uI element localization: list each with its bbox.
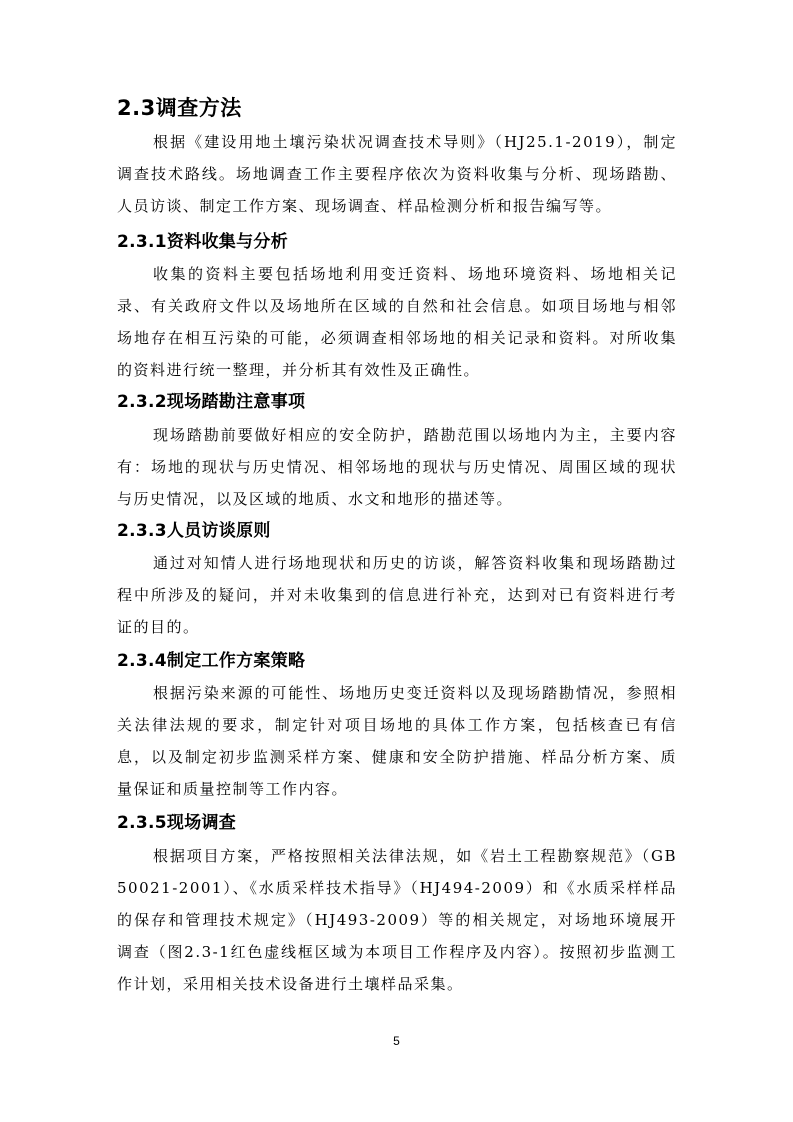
subsection-heading-2-3-2: 2.3.2现场踏勘注意事项 <box>117 392 306 412</box>
subsection-body-2-3-4: 根据污染来源的可能性、场地历史变迁资料以及现场踏勘情况，参照相关法律法规的要求，制定针对项目场地的具体工作方案，包括核查已有信息，以及制定初步监测采样方案、健康和安全防护措施、样品分析方案、质量保证和质量控制等工作内容。 <box>117 684 677 798</box>
subsection-heading-2-3-3: 2.3.3人员访谈原则 <box>117 521 271 541</box>
subsection-body-2-3-2: 现场踏勘前要做好相应的安全防护，踏勘范围以场地内为主，主要内容有：场地的现状与历史情况、相邻场地的现状与历史情况、周围区域的现状与历史情况，以及区域的地质、水文和地形的描述等。 <box>117 426 677 508</box>
subsection-heading-2-3-5: 2.3.5现场调查 <box>117 813 237 833</box>
section-heading: 2.3调查方法 <box>117 96 242 120</box>
subsection-heading-2-3-1: 2.3.1资料收集与分析 <box>117 232 289 252</box>
subsection-heading-2-3-4: 2.3.4制定工作方案策略 <box>117 651 306 671</box>
subsection-body-2-3-3: 通过对知情人进行场地现状和历史的访谈，解答资料收集和现场踏勘过程中所涉及的疑问，并对未收集到的信息进行补充，达到对已有资料进行考证的目的。 <box>117 554 677 636</box>
subsection-body-2-3-1: 收集的资料主要包括场地利用变迁资料、场地环境资料、场地相关记录、有关政府文件以及场地所在区域的自然和社会信息。如项目场地与相邻场地存在相互污染的可能，必须调查相邻场地的相关记录和资料。对所收集的资料进行统一整理，并分析其有效性及正确性。 <box>117 265 677 379</box>
page-number: 5 <box>393 1034 400 1048</box>
subsection-body-2-3-5: 根据项目方案，严格按照相关法律法规，如《岩土工程勘察规范》（GB50021-2001）、《水质采样技术指导》（HJ494-2009）和《水质采样样品的保存和管理技术规定》（HJ493-2009）等的相关规定，对场地环境展开调查（图2.3-1红色虚线框区域为本项目工作程序及内容）。按照初步监测工作计划，采用相关技术设备进行土壤样品采集。 <box>117 847 677 993</box>
section-intro-paragraph: 根据《建设用地土壤污染状况调查技术导则》（HJ25.1-2019），制定调查技术路线。场地调查工作主要程序依次为资料收集与分析、现场踏勘、人员访谈、制定工作方案、现场调查、样品检测分析和报告编写等。 <box>117 133 677 215</box>
